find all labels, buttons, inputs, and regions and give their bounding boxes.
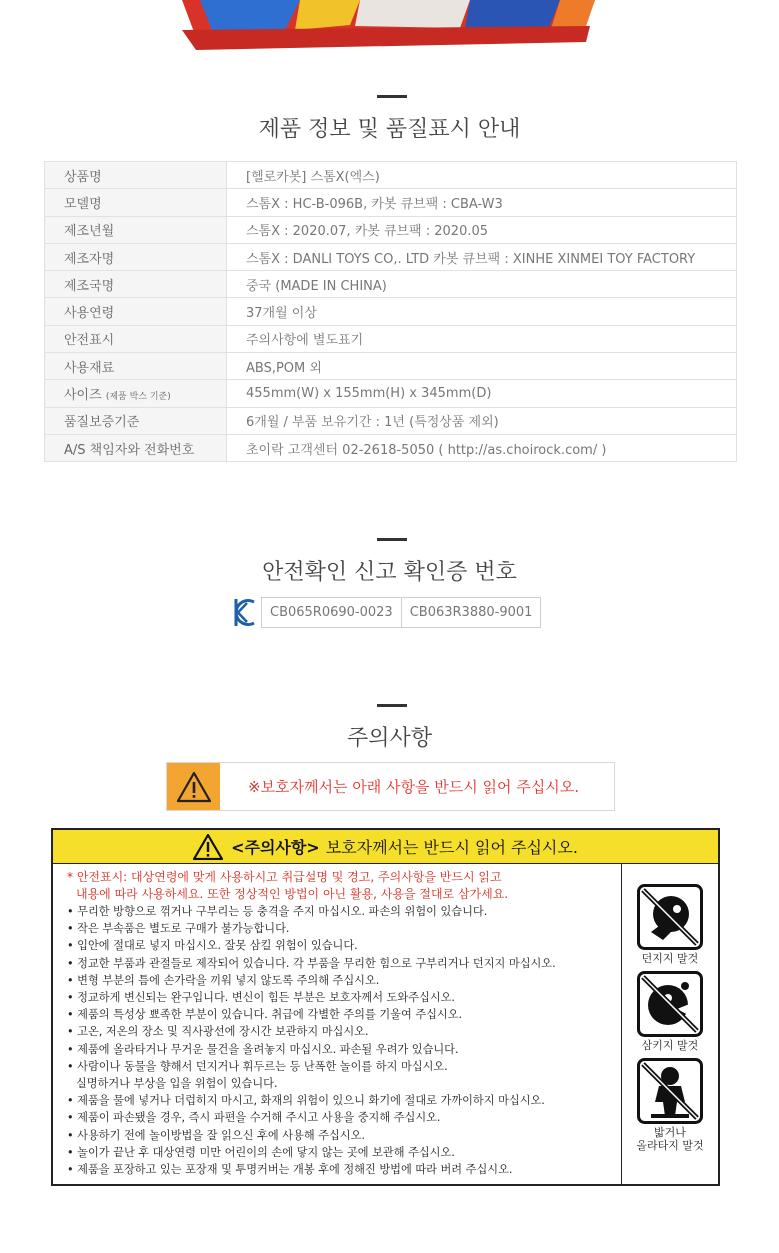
no-throw-icon [637, 884, 703, 950]
list-item: • 제품이 파손됐을 경우, 즉시 파편을 수거해 주시고 사용을 중지해 주십시오. [67, 1111, 441, 1125]
info-value: 중국 (MADE IN CHINA) [227, 271, 737, 298]
table-row [45, 353, 737, 380]
product-info-title: 제품 정보 및 품질표시 안내 [258, 117, 521, 142]
info-label [45, 298, 227, 325]
info-label-text: 모델명 [64, 196, 102, 212]
info-label-text: 품질보증기준 [64, 415, 140, 431]
table-row [45, 298, 737, 325]
pictogram-label-line: 올라타지 말것 [636, 1139, 704, 1152]
no-swallow-icon [637, 971, 703, 1037]
info-label [45, 380, 227, 407]
list-item: • 정교한 부품과 관절들로 제작되어 있습니다. 각 부품을 무리한 힘으로 구부리거나 던지지 마십시오. [67, 956, 556, 970]
safety-cert-title: 안전확인 신고 확인증 번호 [262, 560, 517, 585]
info-label [45, 162, 227, 189]
caution-box [51, 828, 720, 1186]
info-value: [헬로카봇] 스톰X(엑스) [227, 162, 737, 189]
guardian-notice-banner [166, 762, 615, 811]
list-item: • 사람이나 동물을 향해서 던지거나 휘두르는 등 난폭한 놀이를 하지 마십시오. [67, 1059, 448, 1073]
info-value: 스톰X : DANLI TOYS CO,. LTD 카봇 큐브팩 : XINHE XINMEI TOY FACTORY [227, 243, 737, 270]
product-info-table [44, 161, 737, 462]
info-label [45, 189, 227, 216]
list-item: • 제품을 포장하고 있는 포장재 및 투명커버는 개봉 후에 정해진 방법에 따라 버려 주십시오. [67, 1163, 513, 1177]
info-value: 스톰X : 2020.07, 카봇 큐브팩 : 2020.05 [227, 216, 737, 243]
list-item: • 제품에 올라타거나 무거운 물건을 올려놓지 마십시오. 파손될 우려가 있습니다. [67, 1042, 459, 1056]
list-item: • 고온, 저온의 장소 및 직사광선에 장시간 보관하지 마십시오. [67, 1025, 369, 1039]
info-label [45, 434, 227, 461]
list-item: • 무리한 방향으로 꺾거나 구부리는 등 충격을 주지 마십시오. 파손의 위험이 있습니다. [67, 905, 488, 918]
warning-icon [193, 834, 223, 860]
section-divider [377, 95, 407, 98]
info-label-text: A/S 책임자와 전화번호 [64, 442, 195, 458]
product-box-image [0, 0, 779, 55]
table-row [45, 325, 737, 352]
pictogram-label-line: 밟거나 [654, 1126, 686, 1139]
section-divider [377, 704, 407, 707]
caution-header [53, 830, 718, 864]
info-label-text: 제조국명 [64, 278, 115, 294]
warning-icon [167, 763, 220, 810]
table-row [45, 243, 737, 270]
list-item: • 변형 부분의 틈에 손가락을 끼워 넣지 않도록 주의해 주십시오. [67, 973, 380, 987]
safety-lead-text: 내용에 따라 사용하세요. 또한 정상적인 방법이 아닌 활용, 사용을 절대로 삼가세요. [76, 887, 509, 901]
info-label-text: 사용연령 [64, 306, 115, 322]
info-label-text: 제조년월 [64, 224, 115, 240]
list-item: • 제품을 물에 넣거나 더럽히지 마시고, 화재의 위험이 있으니 화기에 절대로 가까이하지 마십시오. [67, 1094, 545, 1108]
table-row [45, 407, 737, 434]
certification-numbers [233, 597, 541, 628]
list-item: • 사용하기 전에 놀이방법을 잘 읽으신 후에 사용해 주십시오. [67, 1128, 365, 1142]
info-label-text: 사이즈 [64, 388, 102, 404]
table-row [45, 434, 737, 461]
list-item: • 놀이가 끝난 후 대상연령 미만 어린이의 손에 닿지 않는 곳에 보관해 주십시오. [67, 1145, 455, 1159]
info-value: 주의사항에 별도표기 [227, 325, 737, 352]
info-label-note: (제품 박스 기준) [105, 392, 171, 403]
info-label-text: 사용재료 [64, 360, 115, 376]
caution-header-label: <주의사항> [231, 838, 320, 857]
table-row [45, 216, 737, 243]
pictogram-label [636, 1126, 703, 1152]
info-value: 6개월 / 부품 보유기간 : 1년 (특정상품 제외) [227, 407, 737, 434]
table-row [45, 380, 737, 407]
pictogram-label: 삼키지 말것 [641, 1039, 699, 1052]
banner-text: ※보호자께서는 아래 사항을 반드시 읽어 주십시오. [248, 778, 579, 796]
info-label [45, 216, 227, 243]
caution-title: 주의사항 [346, 726, 432, 751]
cert-number: CB065R0690-0023 [261, 597, 402, 628]
info-label [45, 407, 227, 434]
caution-list [53, 864, 622, 1184]
caution-header-text: 보호자께서는 반드시 읽어 주십시오. [325, 838, 578, 857]
list-item: • 제품의 특성상 뾰족한 부분이 있습니다. 취급에 각별한 주의를 기울여 주십시오. [67, 1008, 463, 1022]
info-label-text: 안전표시 [64, 333, 115, 349]
list-item-continuation: 실명하거나 부상을 입을 위험이 있습니다. [76, 1077, 278, 1091]
info-label [45, 353, 227, 380]
list-item: • 정교하게 변신되는 완구입니다. 변신이 힘든 부분은 보호자께서 도와주십시오. [67, 991, 455, 1005]
info-label [45, 243, 227, 270]
info-value: 초이락 고객센터 02-2618-5050 ( http://as.choirock.com/ ) [227, 434, 737, 461]
pictogram-no-throw [637, 884, 703, 965]
info-label [45, 325, 227, 352]
info-label-text: 제조자명 [64, 251, 115, 267]
info-value: ABS,POM 외 [227, 353, 737, 380]
info-label [45, 271, 227, 298]
info-value: 37개월 이상 [227, 298, 737, 325]
pictogram-column [622, 864, 718, 1184]
info-label-text: 상품명 [64, 169, 102, 185]
list-item: • 입안에 절대로 넣지 마십시오. 잘못 삼킬 위험이 있습니다. [67, 939, 358, 953]
no-step-icon [637, 1058, 703, 1124]
info-value: 스톰X : HC-B-096B, 카봇 큐브팩 : CBA-W3 [227, 189, 737, 216]
cert-number: CB063R3880-9001 [402, 597, 542, 628]
list-item: • 작은 부속품은 별도로 구매가 불가능합니다. [67, 922, 290, 936]
kc-mark-icon [233, 597, 257, 628]
section-divider [377, 538, 407, 541]
table-row [45, 162, 737, 189]
info-value: 455mm(W) x 155mm(H) x 345mm(D) [227, 380, 737, 407]
pictogram-no-swallow [637, 971, 703, 1052]
pictogram-no-step [636, 1058, 703, 1152]
table-row [45, 271, 737, 298]
pictogram-label: 던지지 말것 [641, 952, 699, 965]
table-row [45, 189, 737, 216]
safety-lead-text: * 안전표시: 대상연령에 맞게 사용하시고 취급설명 및 경고, 주의사항을 반드시 읽고 [67, 870, 502, 884]
